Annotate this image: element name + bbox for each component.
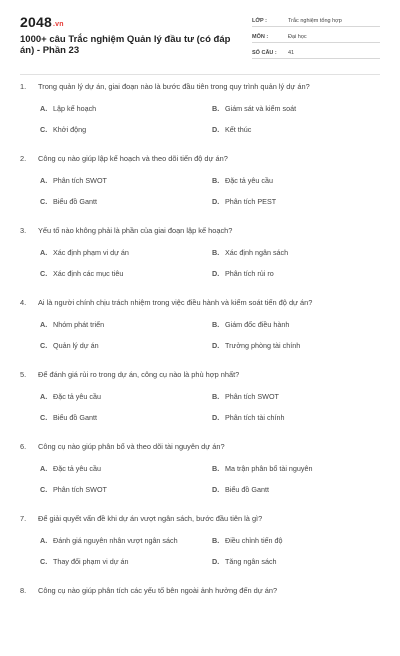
option-label: B. [212,176,220,185]
question-item [20,512,380,584]
option-text: Ma trận phân bổ tài nguyên [225,464,313,473]
question-text [20,298,380,308]
answer-option[interactable] [40,485,107,495]
question-item [20,296,380,368]
option-label: B. [212,248,220,257]
header-divider [20,74,380,75]
question-number: 5. [20,370,27,379]
logo-suffix: .vn [52,21,64,28]
question-stem: Công cụ nào giúp lập kế hoạch và theo dõi tiến độ dự án? [38,154,228,163]
option-label: A. [40,320,48,329]
question-number: 2. [20,154,27,163]
option-label: B. [212,536,220,545]
option-label: A. [40,176,48,185]
answer-option[interactable] [212,392,279,402]
question-stem: Công cụ nào giúp phân tích các yếu tố bên ngoài ảnh hưởng đến dự án? [38,586,278,595]
meta-value: Đại học [288,34,307,40]
answer-option[interactable] [40,125,86,135]
answer-option[interactable] [212,341,300,351]
option-text: Tăng ngân sách [225,557,277,566]
option-text: Quản lý dự án [53,341,99,350]
question-text [20,154,380,164]
option-label: A. [40,464,48,473]
meta-key: LỚP : [252,18,267,24]
answer-option[interactable] [40,557,129,567]
page-title: 1000+ câu Trắc nghiệm Quản lý đầu tư (có đáp án) - Phần 23 [20,34,231,56]
question-item [20,368,380,440]
question-item [20,584,380,656]
answer-option[interactable] [212,269,274,279]
option-text: Phân tích SWOT [225,392,279,401]
answer-option[interactable] [40,392,101,402]
option-text: Xác định các mục tiêu [53,269,124,278]
option-text: Giám sát và kiểm soát [225,104,297,113]
option-label: B. [212,320,220,329]
option-text: Phân tích SWOT [53,485,107,494]
question-number: 1. [20,82,27,91]
question-item [20,152,380,224]
site-logo[interactable] [20,14,64,30]
option-label: C. [40,269,48,278]
option-label: A. [40,104,48,113]
answer-option[interactable] [40,269,123,279]
option-label: D. [212,125,220,134]
option-text: Đặc tả yêu cầu [225,176,273,185]
option-text: Giám đốc điều hành [225,320,290,329]
answer-option[interactable] [40,176,107,186]
option-label: B. [212,392,220,401]
option-text: Khởi động [53,125,87,134]
question-item [20,224,380,296]
question-text [20,82,380,92]
meta-row-subject [252,30,380,43]
answer-option[interactable] [40,536,178,546]
meta-value: 41 [288,50,295,56]
answer-option[interactable] [212,320,289,330]
meta-key: MÔN : [252,34,269,40]
answer-option[interactable] [40,464,101,474]
question-number: 8. [20,586,27,595]
question-text [20,442,380,452]
option-label: D. [212,269,220,278]
question-stem: Yếu tố nào không phải là phần của giai đoạn lập kế hoạch? [38,226,233,235]
question-text [20,370,380,380]
question-number: 7. [20,514,27,523]
meta-key: SỐ CÂU : [252,50,277,56]
option-text: Đặc tả yêu cầu [53,464,101,473]
option-label: C. [40,197,48,206]
option-label: C. [40,557,48,566]
question-list [20,80,380,656]
option-text: Thay đổi phạm vi dự án [53,557,129,566]
question-text [20,586,380,596]
question-number: 6. [20,442,27,451]
answer-option[interactable] [212,536,283,546]
option-text: Điều chỉnh tiến độ [225,536,283,545]
option-label: D. [212,413,220,422]
answer-option[interactable] [212,557,277,567]
option-label: A. [40,248,48,257]
option-text: Kết thúc [225,125,252,134]
option-label: A. [40,392,48,401]
answer-option[interactable] [212,176,273,186]
question-text [20,514,380,524]
option-label: A. [40,536,48,545]
option-label: B. [212,464,220,473]
option-label: D. [212,341,220,350]
meta-row-class [252,14,380,27]
question-item [20,80,380,152]
option-text: Nhóm phát triển [53,320,105,329]
answer-option[interactable] [40,248,129,258]
question-number: 4. [20,298,27,307]
option-label: D. [212,557,220,566]
option-text: Phân tích SWOT [53,176,107,185]
option-text: Lập kế hoạch [53,104,97,113]
question-stem: Trong quản lý dự án, giai đoạn nào là bước đầu tiên trong quy trình quản lý dự án? [38,82,310,91]
option-label: B. [212,104,220,113]
option-text: Đánh giá nguyên nhân vượt ngân sách [53,536,178,545]
question-stem: Ai là người chính chịu trách nhiệm trong việc điều hành và kiểm soát tiến độ dự án? [38,298,313,307]
answer-option[interactable] [212,485,269,495]
option-text: Biểu đồ Gantt [53,197,97,206]
question-stem: Để giải quyết vấn đề khi dự án vượt ngân sách, bước đầu tiên là gì? [38,514,263,523]
answer-option[interactable] [212,104,296,114]
question-item [20,440,380,512]
option-text: Biểu đồ Gantt [225,485,269,494]
option-label: C. [40,413,48,422]
option-text: Phân tích rủi ro [225,269,274,278]
meta-row-count [252,46,380,59]
question-number: 3. [20,226,27,235]
answer-option[interactable] [212,125,251,135]
option-label: C. [40,485,48,494]
option-label: C. [40,341,48,350]
answer-option[interactable] [212,413,285,423]
answer-option[interactable] [40,104,96,114]
option-label: D. [212,485,220,494]
option-text: Phân tích PEST [225,197,277,206]
answer-option[interactable] [212,197,276,207]
option-text: Đặc tả yêu cầu [53,392,101,401]
option-label: C. [40,125,48,134]
logo-text: 2048 [20,14,52,30]
answer-option[interactable] [212,464,313,474]
option-text: Phân tích tài chính [225,413,285,422]
answer-option[interactable] [40,197,97,207]
question-stem: Để đánh giá rủi ro trong dự án, công cụ nào là phù hợp nhất? [38,370,240,379]
question-text [20,226,380,236]
option-label: D. [212,197,220,206]
option-text: Trưởng phòng tài chính [225,341,301,350]
meta-value: Trắc nghiệm tổng hợp [288,18,342,24]
answer-option[interactable] [40,320,104,330]
header [20,14,380,70]
option-text: Biểu đồ Gantt [53,413,97,422]
meta-info [252,14,380,62]
answer-option[interactable] [40,341,99,351]
answer-option[interactable] [40,413,97,423]
answer-option[interactable] [212,248,288,258]
option-text: Xác định ngân sách [225,248,289,257]
option-text: Xác định phạm vi dự án [53,248,129,257]
question-stem: Công cụ nào giúp phân bổ và theo dõi tài nguyên dự án? [38,442,225,451]
